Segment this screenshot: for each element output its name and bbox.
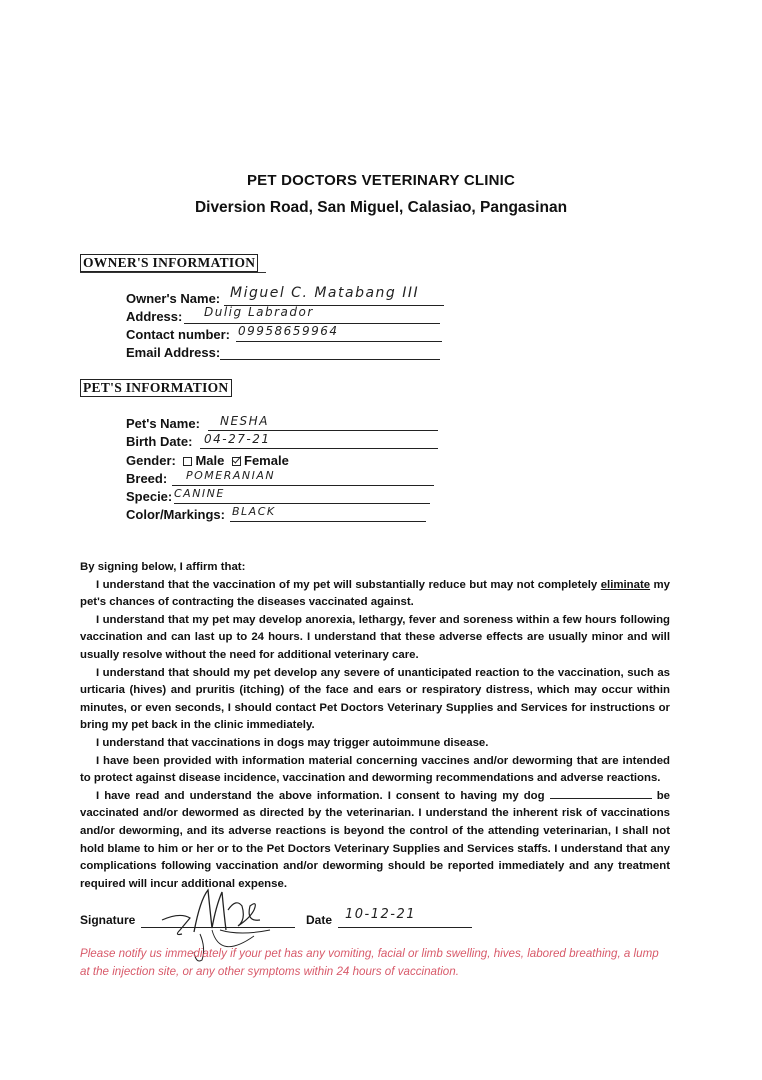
pet-section-title: PET'S INFORMATION [80,379,232,397]
date-row [306,913,332,927]
gender-male-checkbox[interactable] [183,457,192,466]
owner-email-line [220,359,440,360]
pet-color-line [230,521,426,522]
pet-name-value[interactable]: NESHA [220,414,269,428]
pet-birth-value[interactable]: 04-27-21 [204,432,271,446]
pet-specie-line [174,503,430,504]
pet-specie-value[interactable]: CANINE [174,487,225,500]
pet-name-line [208,430,438,431]
clinic-name: PET DOCTORS VETERINARY CLINIC [246,172,516,189]
pet-birth-row [126,434,446,452]
pet-breed-value[interactable]: POMERANIAN [186,469,276,482]
consent-intro: By signing below, I affirm that: [80,561,246,573]
owner-name-label: Owner's Name: [126,291,221,306]
date-label: Date [306,913,333,927]
owner-contact-line [236,341,442,342]
pet-color-label: Color/Markings: [126,507,225,522]
clinic-address: Diversion Road, San Miguel, Calasiao, Pangasinan [194,199,568,216]
pet-gender-label: Gender: [126,453,176,468]
dog-name-blank[interactable] [550,788,652,799]
pet-breed-label: Breed: [126,471,168,486]
owner-address-value[interactable]: Dulig Labrador [204,305,314,319]
consent-paragraph-6: I have read and understand the above information. I consent to having my dog be vaccinated and/or dewormed as directed by the veterinarian. I understand the inherent risk of vaccinations and/or deworming, and its adverse reactions is beyond the control of the attending veterinarian, I shall not hold blame to him or her or to the Pet Doctors Veterinary Supplies and Services staffs. I understand that any complications following vaccination and/or deworming should be reported immediately and any treatment required will incur additional expense. [80,789,671,890]
owner-section-title: OWNER'S INFORMATION [80,254,258,272]
pet-breed-line [172,485,434,486]
pet-color-value[interactable]: BLACK [232,505,276,518]
gender-female-checkbox[interactable] [232,457,241,466]
consent-paragraph-5: I have been provided with information material concerning vaccines and/or deworming that are intended to protect against disease incidence, vaccination and deworming recommendations and adverse reactions. [80,754,670,785]
consent-paragraph-1: I understand that the vaccination of my pet will substantially reduce but may not completely eliminate my pet's chances of contracting the diseases vaccinated against. [80,578,670,609]
owner-name-value[interactable]: Miguel C. Matabang III [230,285,420,301]
date-line [338,927,472,928]
signature-row [80,913,135,927]
pet-specie-label: Specie: [126,489,173,504]
consent-paragraph-3: I understand that should my pet develop any severe of unanticipated reaction to the vaccination, such as urticaria (hives) and pruritis (itching) of the face and ears or respiratory distress, which may occur within minutes, or even seconds, I should contact Pet Doctors Veterinary Supplies and Services for instructions or bring my pet back in the clinic immediately. [80,666,670,732]
gender-male-label: Male [195,453,225,468]
notice-text: Please notify us immediately if your pet has any vomiting, facial or limb swelling, hives, labored breathing, a lump at the injection site, or any other symptoms within 24 hours of vaccination. [80,947,659,978]
pet-birth-label: Birth Date: [126,434,193,449]
consent-paragraph-4: I understand that vaccinations in dogs may trigger autoimmune disease. [96,736,489,749]
pet-name-row [126,416,446,434]
date-value[interactable]: 10-12-21 [345,907,417,922]
pet-color-row [126,507,446,525]
owner-address-label: Address: [126,309,183,324]
signature-label: Signature [80,913,136,927]
consent-text [80,559,670,893]
pet-gender-row [126,453,446,471]
owner-contact-value[interactable]: 09958659964 [238,324,339,338]
owner-section-rule [80,272,266,273]
owner-email-row [126,345,446,363]
pet-specie-row [126,489,446,507]
gender-female-label: Female [244,453,289,468]
pet-name-label: Pet's Name: [126,416,200,431]
owner-email-label: Email Address: [126,345,221,360]
owner-contact-row [126,324,446,345]
owner-contact-label: Contact number: [126,327,230,342]
pet-birth-line [200,448,438,449]
consent-paragraph-2: I understand that my pet may develop anorexia, lethargy, fever and soreness within a few hours following vaccination and can last up to 24 hours. I understand that these adverse effects are usually minor and will usually resolve without the need for additional veterinary care. [80,613,670,661]
